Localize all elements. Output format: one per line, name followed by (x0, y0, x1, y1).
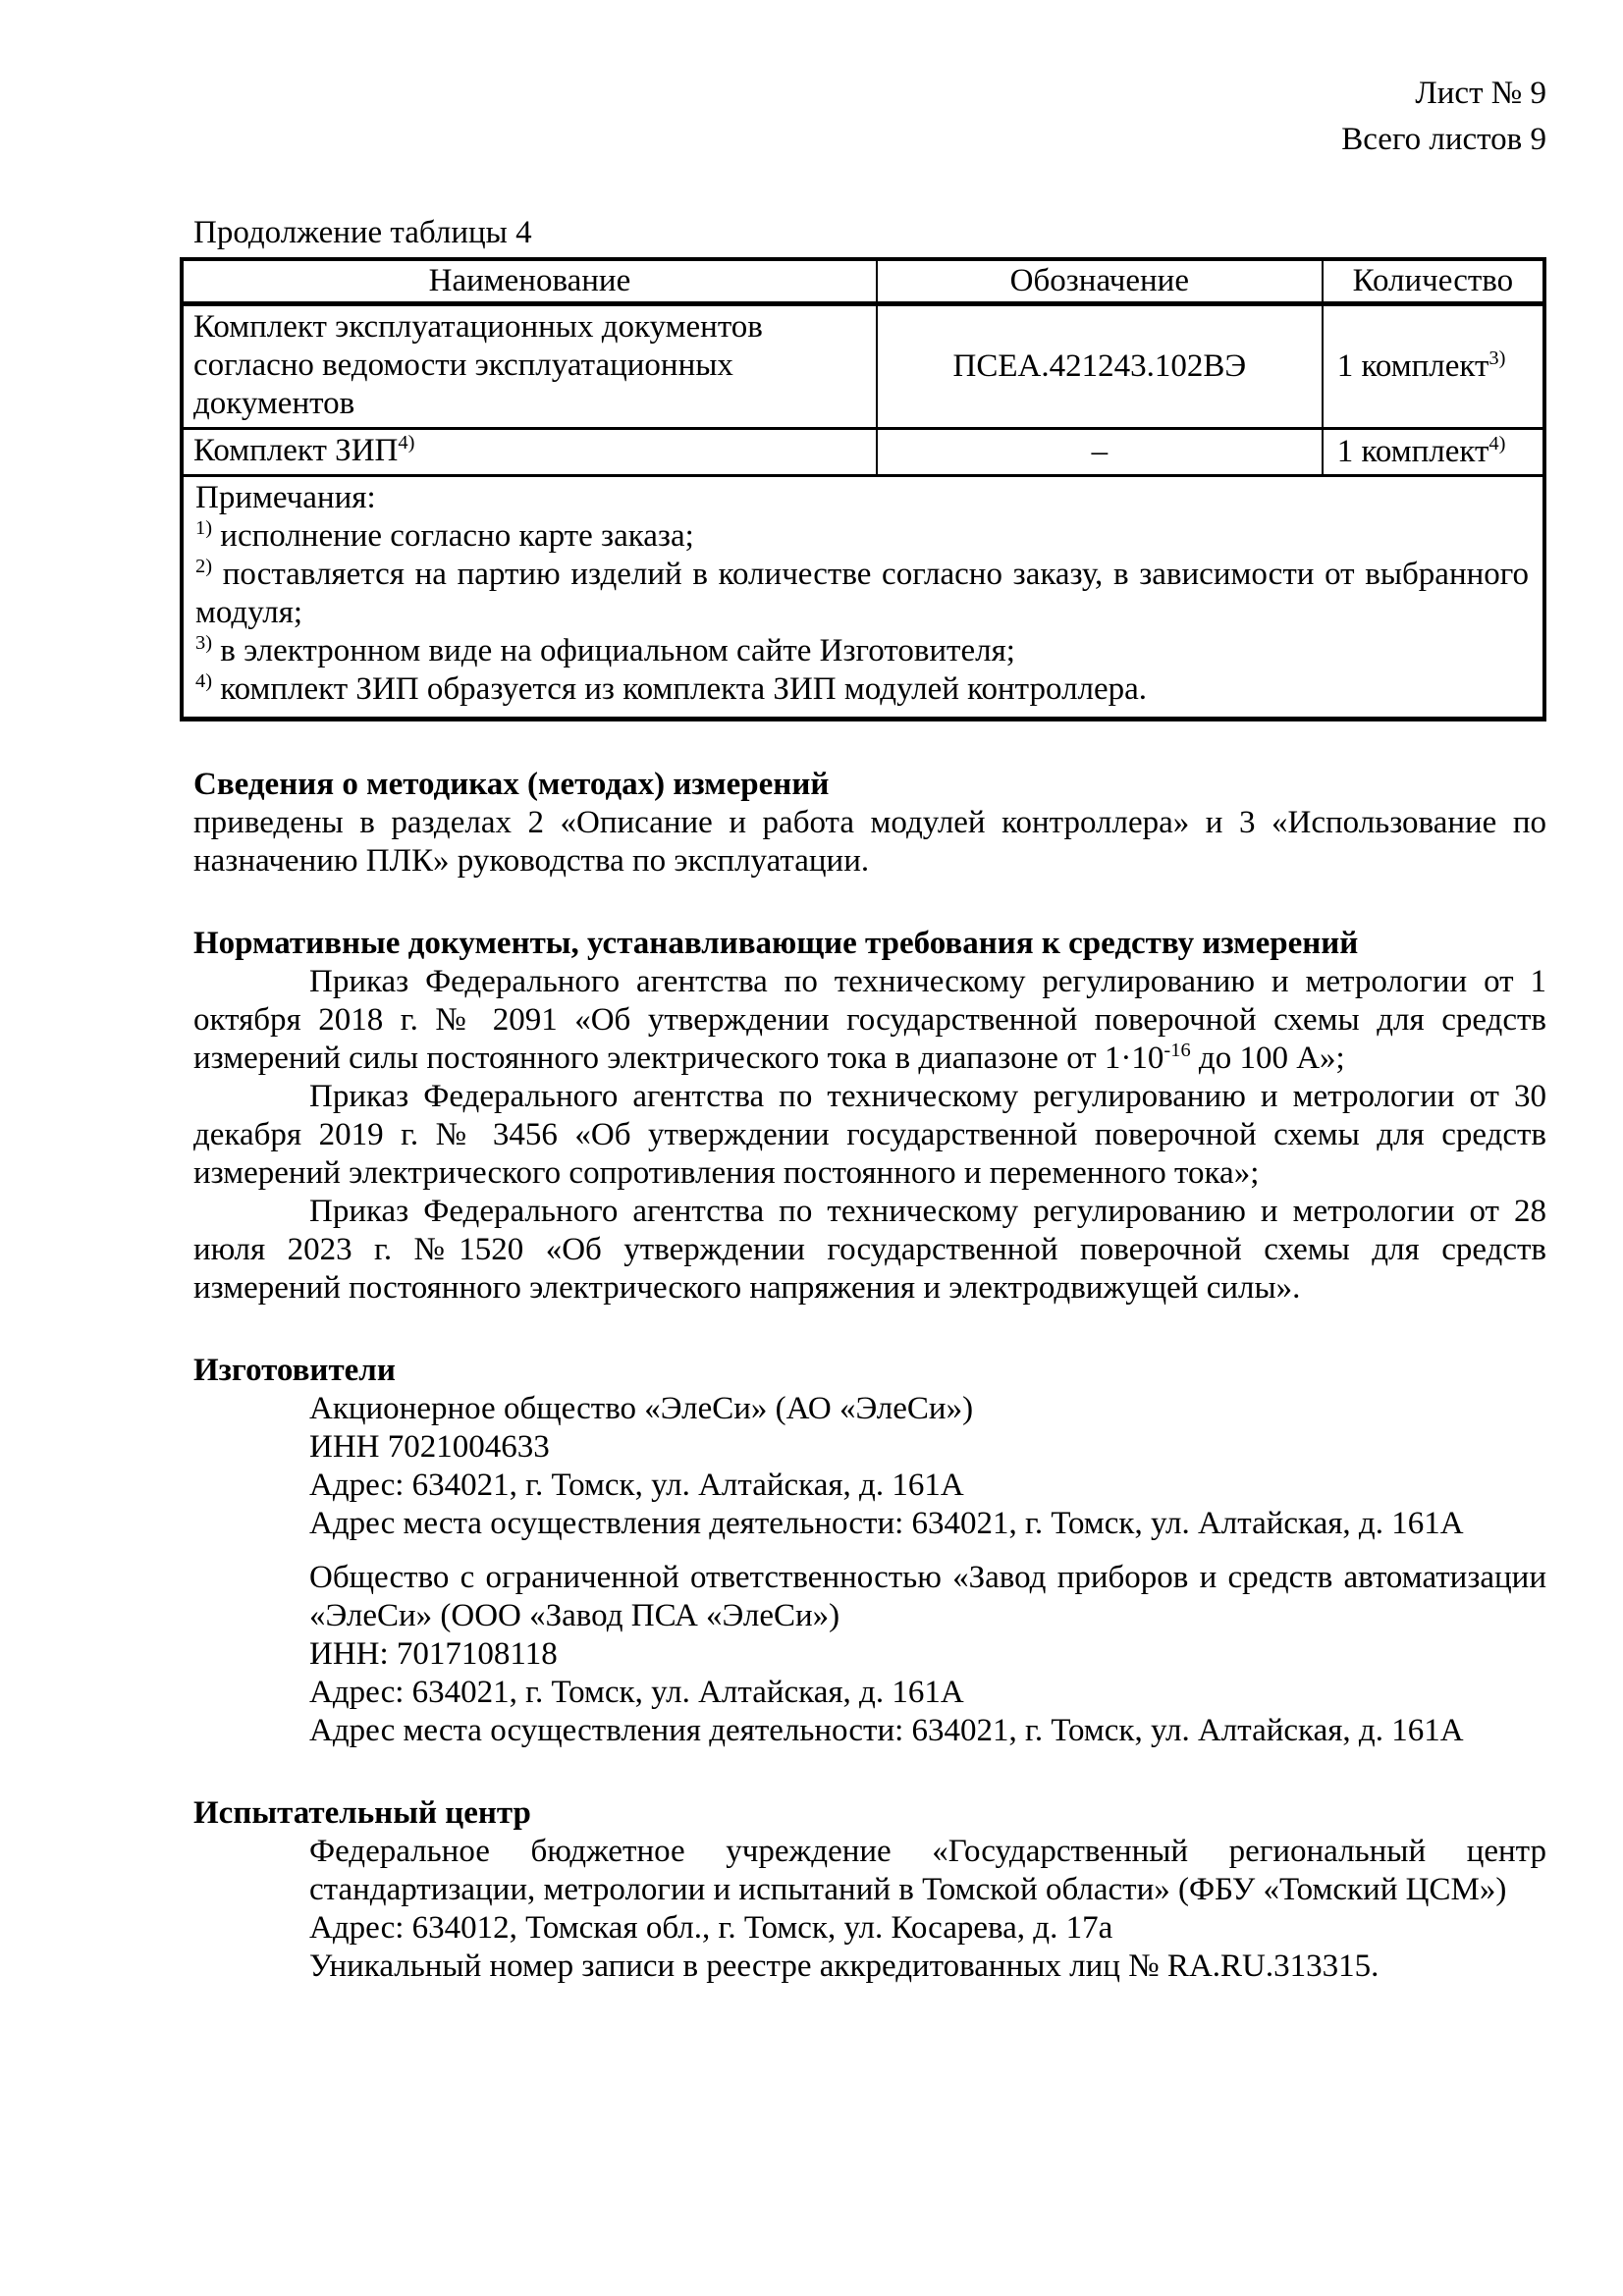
manufacturer-inn: ИНН 7021004633 (309, 1429, 550, 1465)
parts-table (180, 257, 1546, 721)
page-header (193, 71, 1546, 163)
normative-paragraph: Приказ Федерального агентства по техническому регулированию и метрологии от 1 октября 2018 г. № 2091 «Об утверждении государственной поверочной схемы для средств измерений силы постоянного электрического тока в диапазоне от $1\cdot 10^{-16}$ до 100 А»; (193, 964, 1546, 1076)
section-heading: Изготовители (193, 1353, 396, 1388)
table-caption: Продолжение таблицы 4 (193, 215, 532, 250)
manufacturer-block (309, 1559, 1546, 1750)
normative-paragraph: Приказ Федерального агентства по техническому регулированию и метрологии от 30 декабря 2019 г. № 3456 «Об утверждении государственной поверочной схемы для средств измерений электрического сопротивления постоянного и переменного тока»; (193, 1079, 1546, 1191)
footnote-marker: 4) (195, 670, 213, 692)
footnote-ref: 3) (1488, 347, 1506, 369)
column-header-quantity: Количество (1323, 259, 1544, 304)
section-normative-documents (193, 925, 1546, 1308)
section-body: приведены в разделах 2 «Описание и работа модулей контроллера» и 3 «Использование по назначению ПЛК» руководства по эксплуатации. (193, 805, 1546, 879)
note-item: $^{4)}$ комплект ЗИП образуется из комплекта ЗИП модулей контроллера. (195, 670, 1148, 707)
table-notes-row (182, 476, 1544, 720)
note-item: $^{2)}$ поставляется на партию изделий в количестве согласно заказу, в зависимости от выбранного модуля; (195, 556, 1529, 630)
total-sheets: Всего листов 9 (1341, 122, 1546, 157)
note-item: $^{1)}$ исполнение согласно карте заказа; (195, 517, 694, 554)
sheet-number: Лист № 9 (1415, 76, 1546, 111)
section-measurement-methods (193, 766, 1546, 881)
normative-paragraph: Приказ Федерального агентства по техническому регулированию и метрологии от 28 июля 2023 г. №1520 «Об утверждении государственной поверочной схемы для средств измерений постоянного электрического напряжения и электродвижущей силы». (193, 1194, 1546, 1306)
exponent: -16 (1163, 1040, 1191, 1061)
note-item: $^{3)}$ в электронном виде на официальном сайте Изготовителя; (195, 632, 1015, 668)
footnote-ref: 4) (1488, 433, 1506, 454)
footnote-ref: 4) (398, 432, 415, 454)
manufacturer-address: Адрес: 634021, г. Томск, ул. Алтайская, д. 161А (309, 1468, 964, 1503)
section-manufacturers (193, 1352, 1546, 1750)
footnote-marker: 1) (195, 517, 213, 539)
manufacturer-name: Акционерное общество «ЭлеСи» (АО «ЭлеСи») (309, 1391, 974, 1426)
manufacturer-name: Общество с ограниченной ответственностью «Завод приборов и средств автоматизации «ЭлеСи» (ООО «Завод ПСА «ЭлеСи») (309, 1560, 1546, 1633)
manufacturer-address: Адрес: 634021, г. Томск, ул. Алтайская, д. 161А (309, 1675, 964, 1710)
table-row-operational-documents (182, 304, 1544, 429)
column-header-name: Наименование (182, 259, 877, 304)
table-row-zip-kit (182, 429, 1544, 476)
section-heading: Сведения о методиках (методах) измерений (193, 767, 830, 802)
cell-item-name: Комплект ЗИП$^{4)}$ (182, 429, 877, 476)
test-center-address: Адрес: 634012, Томская обл., г. Томск, ул. Косарева, д. 17а (309, 1910, 1113, 1946)
test-center-name: Федеральное бюджетное учреждение «Государственный региональный центр стандартизации, метрологии и испытаний в Томской области» (ФБУ «Томский ЦСМ») (309, 1834, 1546, 1907)
test-center-accreditation: Уникальный номер записи в реестре аккредитованных лиц № RA.RU.313315. (309, 1949, 1380, 1984)
section-heading: Нормативные документы, устанавливающие требования к средству измерений (193, 926, 1359, 961)
table-header-row (182, 259, 1544, 304)
manufacturer-activity-address: Адрес места осуществления деятельности: 634021, г. Томск, ул. Алтайская, д. 161А (309, 1713, 1464, 1748)
table-notes (182, 476, 1544, 720)
notes-title: Примечания: (195, 480, 376, 515)
cell-item-designation: ПСЕА.421243.102ВЭ (877, 304, 1323, 429)
section-heading: Испытательный центр (193, 1795, 531, 1831)
column-header-designation: Обозначение (877, 259, 1323, 304)
footnote-marker: 3) (195, 632, 213, 654)
cell-item-name: Комплект эксплуатационных документов согласно ведомости эксплуатационных документов (182, 304, 877, 429)
test-center-block (309, 1833, 1546, 1986)
section-test-center (193, 1794, 1546, 1986)
cell-item-quantity: 1 комплект$^{3)}$ (1323, 304, 1544, 429)
manufacturer-activity-address: Адрес места осуществления деятельности: 634021, г. Томск, ул. Алтайская, д. 161А (309, 1506, 1464, 1541)
manufacturer-block (309, 1390, 1546, 1543)
cell-item-designation: – (877, 429, 1323, 476)
cell-item-quantity: 1 комплект$^{4)}$ (1323, 429, 1544, 476)
manufacturer-inn: ИНН: 7017108118 (309, 1636, 558, 1672)
footnote-marker: 2) (195, 556, 213, 577)
